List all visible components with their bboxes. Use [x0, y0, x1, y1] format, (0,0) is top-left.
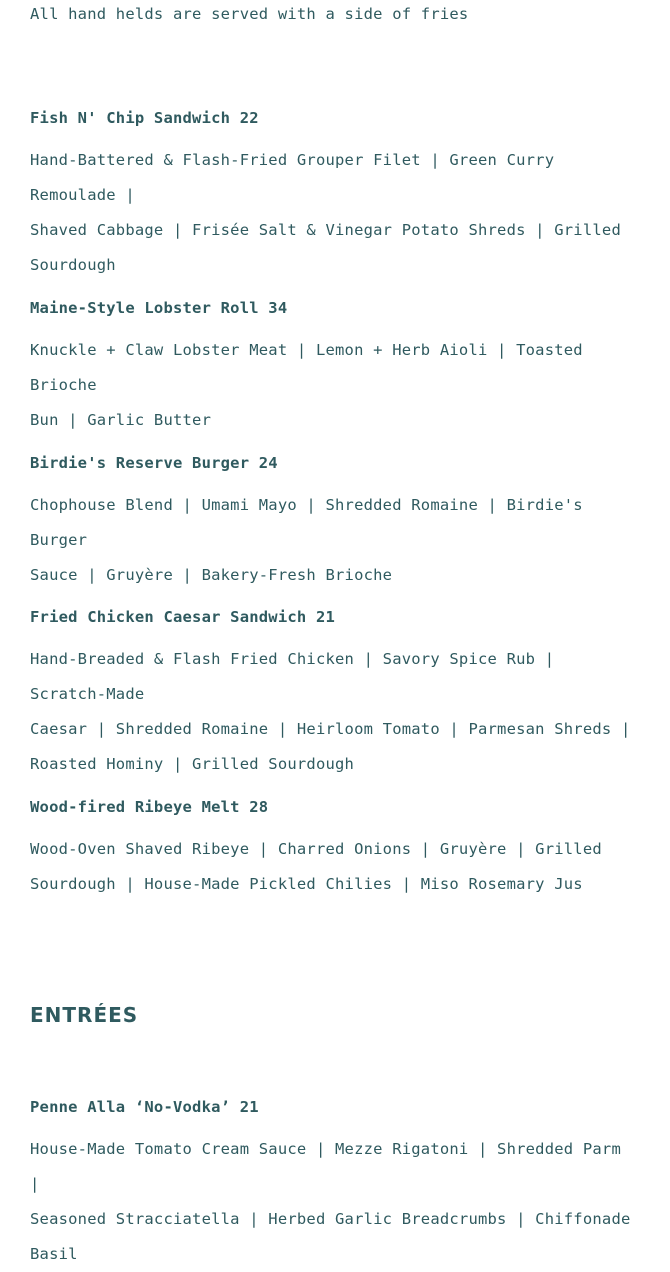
description-line: Hand-Breaded & Flash Fried Chicken | Savory Spice Rub | Scratch-Made [30, 650, 555, 703]
description-line: Knuckle + Claw Lobster Meat | Lemon + Herb Aioli | Toasted Brioche [30, 341, 583, 394]
description-line: Chophouse Blend | Umami Mayo | Shredded Romaine | Birdie's Burger [30, 496, 583, 549]
menu-item-description [30, 333, 640, 438]
menu-item-name: Fried Chicken Caesar Sandwich 21 [30, 608, 336, 626]
menu-item-name: Fish N' Chip Sandwich 22 [30, 109, 259, 127]
menu-item-name: Maine-Style Lobster Roll 34 [30, 299, 288, 317]
menu-item [30, 607, 640, 782]
menu-item-description [30, 1132, 640, 1272]
description-line: Sourdough [30, 256, 116, 274]
description-line: House-Made Tomato Cream Sauce | Mezze Rigatoni | Shredded Parm | [30, 1140, 621, 1193]
section-title-entrees: ENTRÉES [30, 1003, 139, 1027]
menu-item-description [30, 488, 640, 593]
description-line: Wood-Oven Shaved Ribeye | Charred Onions | Gruyère | Grilled [30, 840, 602, 858]
menu-item-description [30, 642, 640, 782]
description-line: Caesar | Shredded Romaine | Heirloom Tomato | Parmesan Shreds | [30, 720, 631, 738]
menu-item-description [30, 832, 640, 902]
description-line: Sauce | Gruyère | Bakery-Fresh Brioche [30, 566, 393, 584]
menu-item-name: Penne Alla ‘No-Vodka’ 21 [30, 1098, 259, 1116]
menu-item [30, 1097, 640, 1272]
menu-item [30, 453, 640, 593]
menu-item-name: Birdie's Reserve Burger 24 [30, 454, 278, 472]
handhelds-intro: All hand helds are served with a side of fries [30, 5, 469, 23]
menu-item [30, 108, 640, 283]
description-line: Sourdough | House-Made Pickled Chilies | Miso Rosemary Jus [30, 875, 583, 893]
menu-item [30, 298, 640, 438]
menu-item-name: Wood-fired Ribeye Melt 28 [30, 798, 269, 816]
menu-item [30, 797, 640, 902]
description-line: Roasted Hominy | Grilled Sourdough [30, 755, 355, 773]
menu-item-description [30, 143, 640, 283]
description-line: Seasoned Stracciatella | Herbed Garlic Breadcrumbs | Chiffonade Basil [30, 1210, 631, 1263]
description-line: Shaved Cabbage | Frisée Salt & Vinegar Potato Shreds | Grilled [30, 221, 621, 239]
description-line: Bun | Garlic Butter [30, 411, 212, 429]
description-line: Hand-Battered & Flash-Fried Grouper Filet | Green Curry Remoulade | [30, 151, 555, 204]
